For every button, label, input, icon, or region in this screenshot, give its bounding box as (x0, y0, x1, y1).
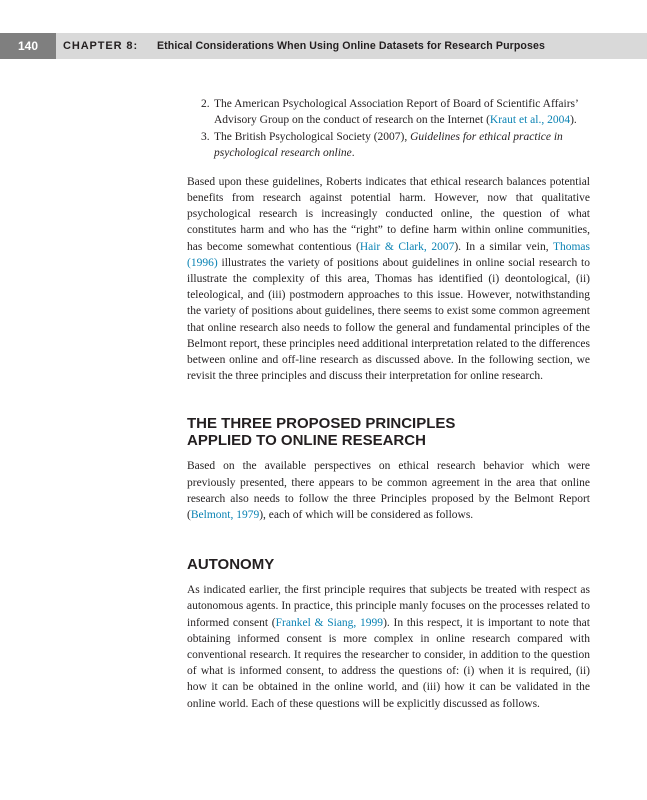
page-content (187, 96, 590, 712)
paragraph-text: As indicated earlier, the first principle requires that subjects be treated with respect as autonomous agents. In practice, this principle manly focuses on the processes related to informed consent ( (187, 584, 590, 629)
heading-line-2: APPLIED TO ONLINE RESEARCH (187, 432, 426, 450)
list-item (187, 129, 590, 162)
list-item-text-end: . (351, 147, 355, 160)
body-paragraph (187, 582, 590, 712)
list-item-text: The American Psychological Association Report of Board of Scientific Affairs’ Advisory Group on the conduct of research on the Internet ( (214, 98, 578, 127)
chapter-label: CHAPTER 8: (63, 40, 139, 52)
list-item-text: The British Psychological Society (2007), (214, 131, 411, 144)
paragraph-text: illustrates the variety of positions about guidelines in online social research to illustrate the complexity of this area, Thomas has identified (i) deontological, (ii) teleological, and (iii) postmodern approaches to this issue. However, notwithstanding the variety of positions about guidelines, there seems to exist some common agreement that online research also needs to follow the general and fundamental principles of the Belmont report, these principles need additional interpretation related to the differences between online and off-line research as discussed above. In the following section, we revisit the three principles and discuss their interpretation for online research. (187, 256, 590, 383)
paragraph-text: Based on the available perspectives on ethical research behavior which were previously presented, there appears to be common agreement in the area that online research also needs to follow the three Principles proposed by the Belmont Report ( (187, 460, 590, 521)
citation-link[interactable]: Belmont, 1979 (190, 508, 260, 521)
paragraph-text: ), each of which will be considered as follows. (259, 508, 474, 521)
body-paragraph (187, 458, 590, 523)
heading-line-1: THE THREE PROPOSED PRINCIPLES (187, 415, 456, 433)
paragraph-text: ). In a similar vein, (454, 240, 553, 253)
list-item-number: 3. (201, 131, 210, 144)
list-item-text-end: ). (570, 114, 577, 127)
citation-link[interactable]: Hair & Clark, 2007 (359, 240, 455, 253)
list-item (187, 96, 590, 129)
page-number: 140 (0, 33, 56, 59)
list-item-italic-title: Guidelines for ethical practice in psychological research online (214, 131, 563, 160)
section-heading (187, 415, 590, 449)
citation-link[interactable]: Thomas (1996) (187, 240, 590, 269)
running-header (0, 33, 647, 59)
paragraph-text: Based upon these guidelines, Roberts indicates that ethical research balances potential benefits from research against potential harm. However, now that qualitative psychological research is increasingly conducted online, the question of what constitutes harm and who has the “right” to define harm within online communities, has become somewhat contentious ( (187, 175, 590, 253)
body-paragraph (187, 174, 590, 385)
reference-list (187, 96, 590, 162)
paragraph-text: ). In this respect, it is important to note that obtaining informed consent is more complex in online research compared with conventional research. It requires the researcher to consider, in addition to the question of what is informed consent, to address the questions of: (i) when it is required, (ii) how it can be obtained in the online world, and (iii) how it can be validated in the online world. Each of these questions will be explicitly discussed as follows. (187, 616, 590, 710)
list-item-number: 2. (201, 98, 210, 110)
section-heading-autonomy: AUTONOMY (187, 556, 275, 574)
chapter-title: Ethical Considerations When Using Online Datasets for Research Purposes (157, 40, 545, 52)
citation-link[interactable]: Kraut et al., 2004 (489, 114, 571, 127)
citation-link[interactable]: Frankel & Siang, 1999 (275, 616, 384, 629)
